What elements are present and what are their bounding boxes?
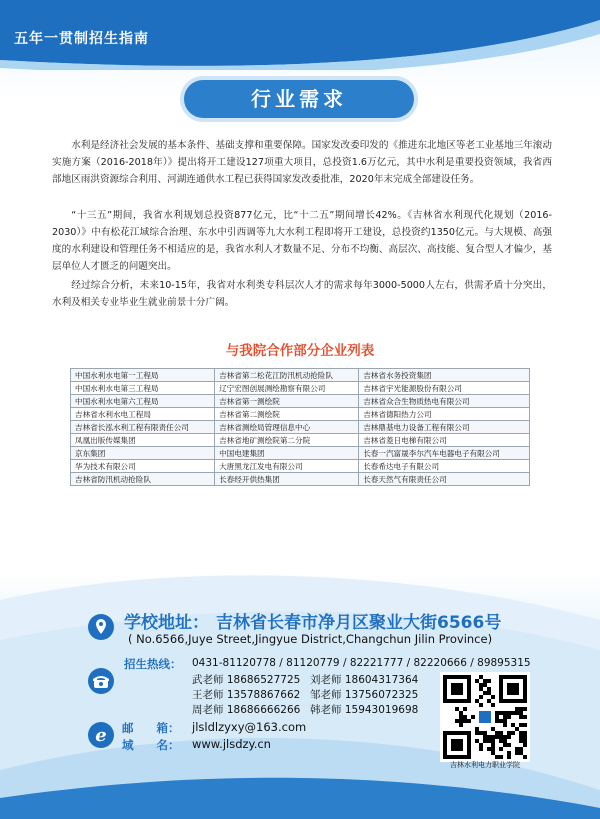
table-cell: 吉林省第二松花江防汛机动抢险队 [215, 369, 359, 382]
table-cell: 吉林省宇光能源股份有限公司 [359, 382, 530, 395]
table-cell: 吉林省众合生物质热电有限公司 [359, 395, 530, 408]
table-cell: 吉林省菱日电梯有限公司 [359, 434, 530, 447]
teacher-contact: 武老师 18686527725 [192, 674, 301, 686]
section-title: 行业需求 [251, 87, 347, 111]
location-pin-icon [88, 614, 114, 640]
paragraph-3: 经过综合分析，未来10-15年，我省对水利类专科层次人才的需求每年3000-5000人左右，供需矛盾十分突出，水利及相关专业毕业生就业前景十分广阔。 [52, 280, 552, 308]
table-cell: 吉林省水利水电工程局 [71, 408, 215, 421]
table-row [71, 369, 530, 382]
table-cell: 凤凰出版传媒集团 [71, 434, 215, 447]
paragraph-2: “十三五”期间，我省水利规划总投资877亿元，比“十二五”期间增长42%。《吉林省水利现代化规划（2016-2030）》中有松花江域综合治理、东水中引西调等九大水利工程即将开工建设，总投资约1350亿元。与大规模、高强度的水利建设和管理任务不相适应的是，我省水利人才数量不足、分布不均衡、高层次、高技能、复合型人才偏少，基层单位人才匮乏的问题突出。 [52, 210, 552, 272]
internet-explorer-icon [88, 722, 114, 748]
table-cell: 中国水利水电第一工程局 [71, 369, 215, 382]
partner-title: 与我院合作部分企业列表 [225, 343, 375, 359]
mail-label: 邮 箱： [122, 721, 180, 735]
address-value: 吉林省长春市净月区聚业大街6566号 [216, 613, 502, 633]
partner-table [70, 368, 530, 486]
address-label: 学校地址： [124, 613, 209, 633]
table-cell: 京东集团 [71, 447, 215, 460]
address-english: ( No.6566,Juye Street,Jingyue District,Changchun Jilin Province) [128, 632, 493, 646]
table-cell: 吉林省第二测绘院 [215, 408, 359, 421]
table-row [71, 395, 530, 408]
table-cell: 吉林省水务投资集团 [359, 369, 530, 382]
table-cell: 吉林省地矿测绘院第二分院 [215, 434, 359, 447]
doc-title: 五年一贯制招生指南 [14, 31, 149, 47]
table-cell: 中国水利水电第三工程局 [71, 382, 215, 395]
teacher-contact: 王老师 13578867662 [192, 689, 301, 701]
qr-code [440, 672, 530, 762]
table-cell: 辽宁宏图创展测绘勘察有限公司 [215, 382, 359, 395]
hotline-value: 0431-81120778 / 81120779 / 82221777 / 82220666 / 89895315 [192, 657, 531, 669]
table-cell: 吉林省测绘局管理信息中心 [215, 421, 359, 434]
section-title-pill [184, 80, 414, 118]
teacher-contact: 刘老师 18604317364 [310, 674, 419, 686]
table-cell: 吉林省德阳热力公司 [359, 408, 530, 421]
teacher-contact: 邹老师 13756072325 [310, 689, 419, 701]
table-cell: 中国水利水电第六工程局 [71, 395, 215, 408]
table-cell: 长春经开供热集团 [215, 473, 359, 486]
table-cell: 长春一汽富晟李尔汽车电器电子有限公司 [359, 447, 530, 460]
table-cell: 中国电建集团 [215, 447, 359, 460]
table-row [71, 460, 530, 473]
qr-caption: 吉林水利电力职业学院 [450, 761, 520, 769]
table-row [71, 434, 530, 447]
table-row [71, 421, 530, 434]
table-cell: 吉林鼎基电力设备工程有限公司 [359, 421, 530, 434]
table-row [71, 382, 530, 395]
table-cell: 长春天然气有限责任公司 [359, 473, 530, 486]
paragraph-1: 水利是经济社会发展的基本条件、基础支撑和重要保障。国家发改委印发的《推进东北地区等老工业基地三年滚动实施方案（2016-2018年）》提出将开工建设127项重大项目，总投资1.6万亿元，其中水利是重要投资领域，我省西部地区雨洪资源综合利用、河湖连通供水工程已获得国家发改委批准，2020年末完成全部建设任务。 [52, 140, 552, 185]
table-cell: 吉林省长泓水利工程有限责任公司 [71, 421, 215, 434]
table-cell: 大唐黑龙江发电有限公司 [215, 460, 359, 473]
telephone-icon [88, 668, 114, 694]
teacher-contact: 韩老师 15943019698 [310, 704, 419, 716]
table-row [71, 408, 530, 421]
mail-value[interactable]: jlsldlzyxy@163.com [192, 720, 307, 734]
table-row [71, 473, 530, 486]
table-cell: 吉林省防汛机动抢险队 [71, 473, 215, 486]
hotline-label: 招生热线： [124, 657, 182, 671]
web-value[interactable]: www.jlsdzy.cn [192, 737, 271, 751]
table-row [71, 447, 530, 460]
svg-text:e: e [95, 725, 107, 746]
web-label: 域 名： [122, 738, 180, 752]
table-cell: 长春希达电子有限公司 [359, 460, 530, 473]
table-cell: 吉林省第一测绘院 [215, 395, 359, 408]
table-cell: 华为技术有限公司 [71, 460, 215, 473]
teacher-contact: 周老师 18686666266 [192, 704, 301, 716]
